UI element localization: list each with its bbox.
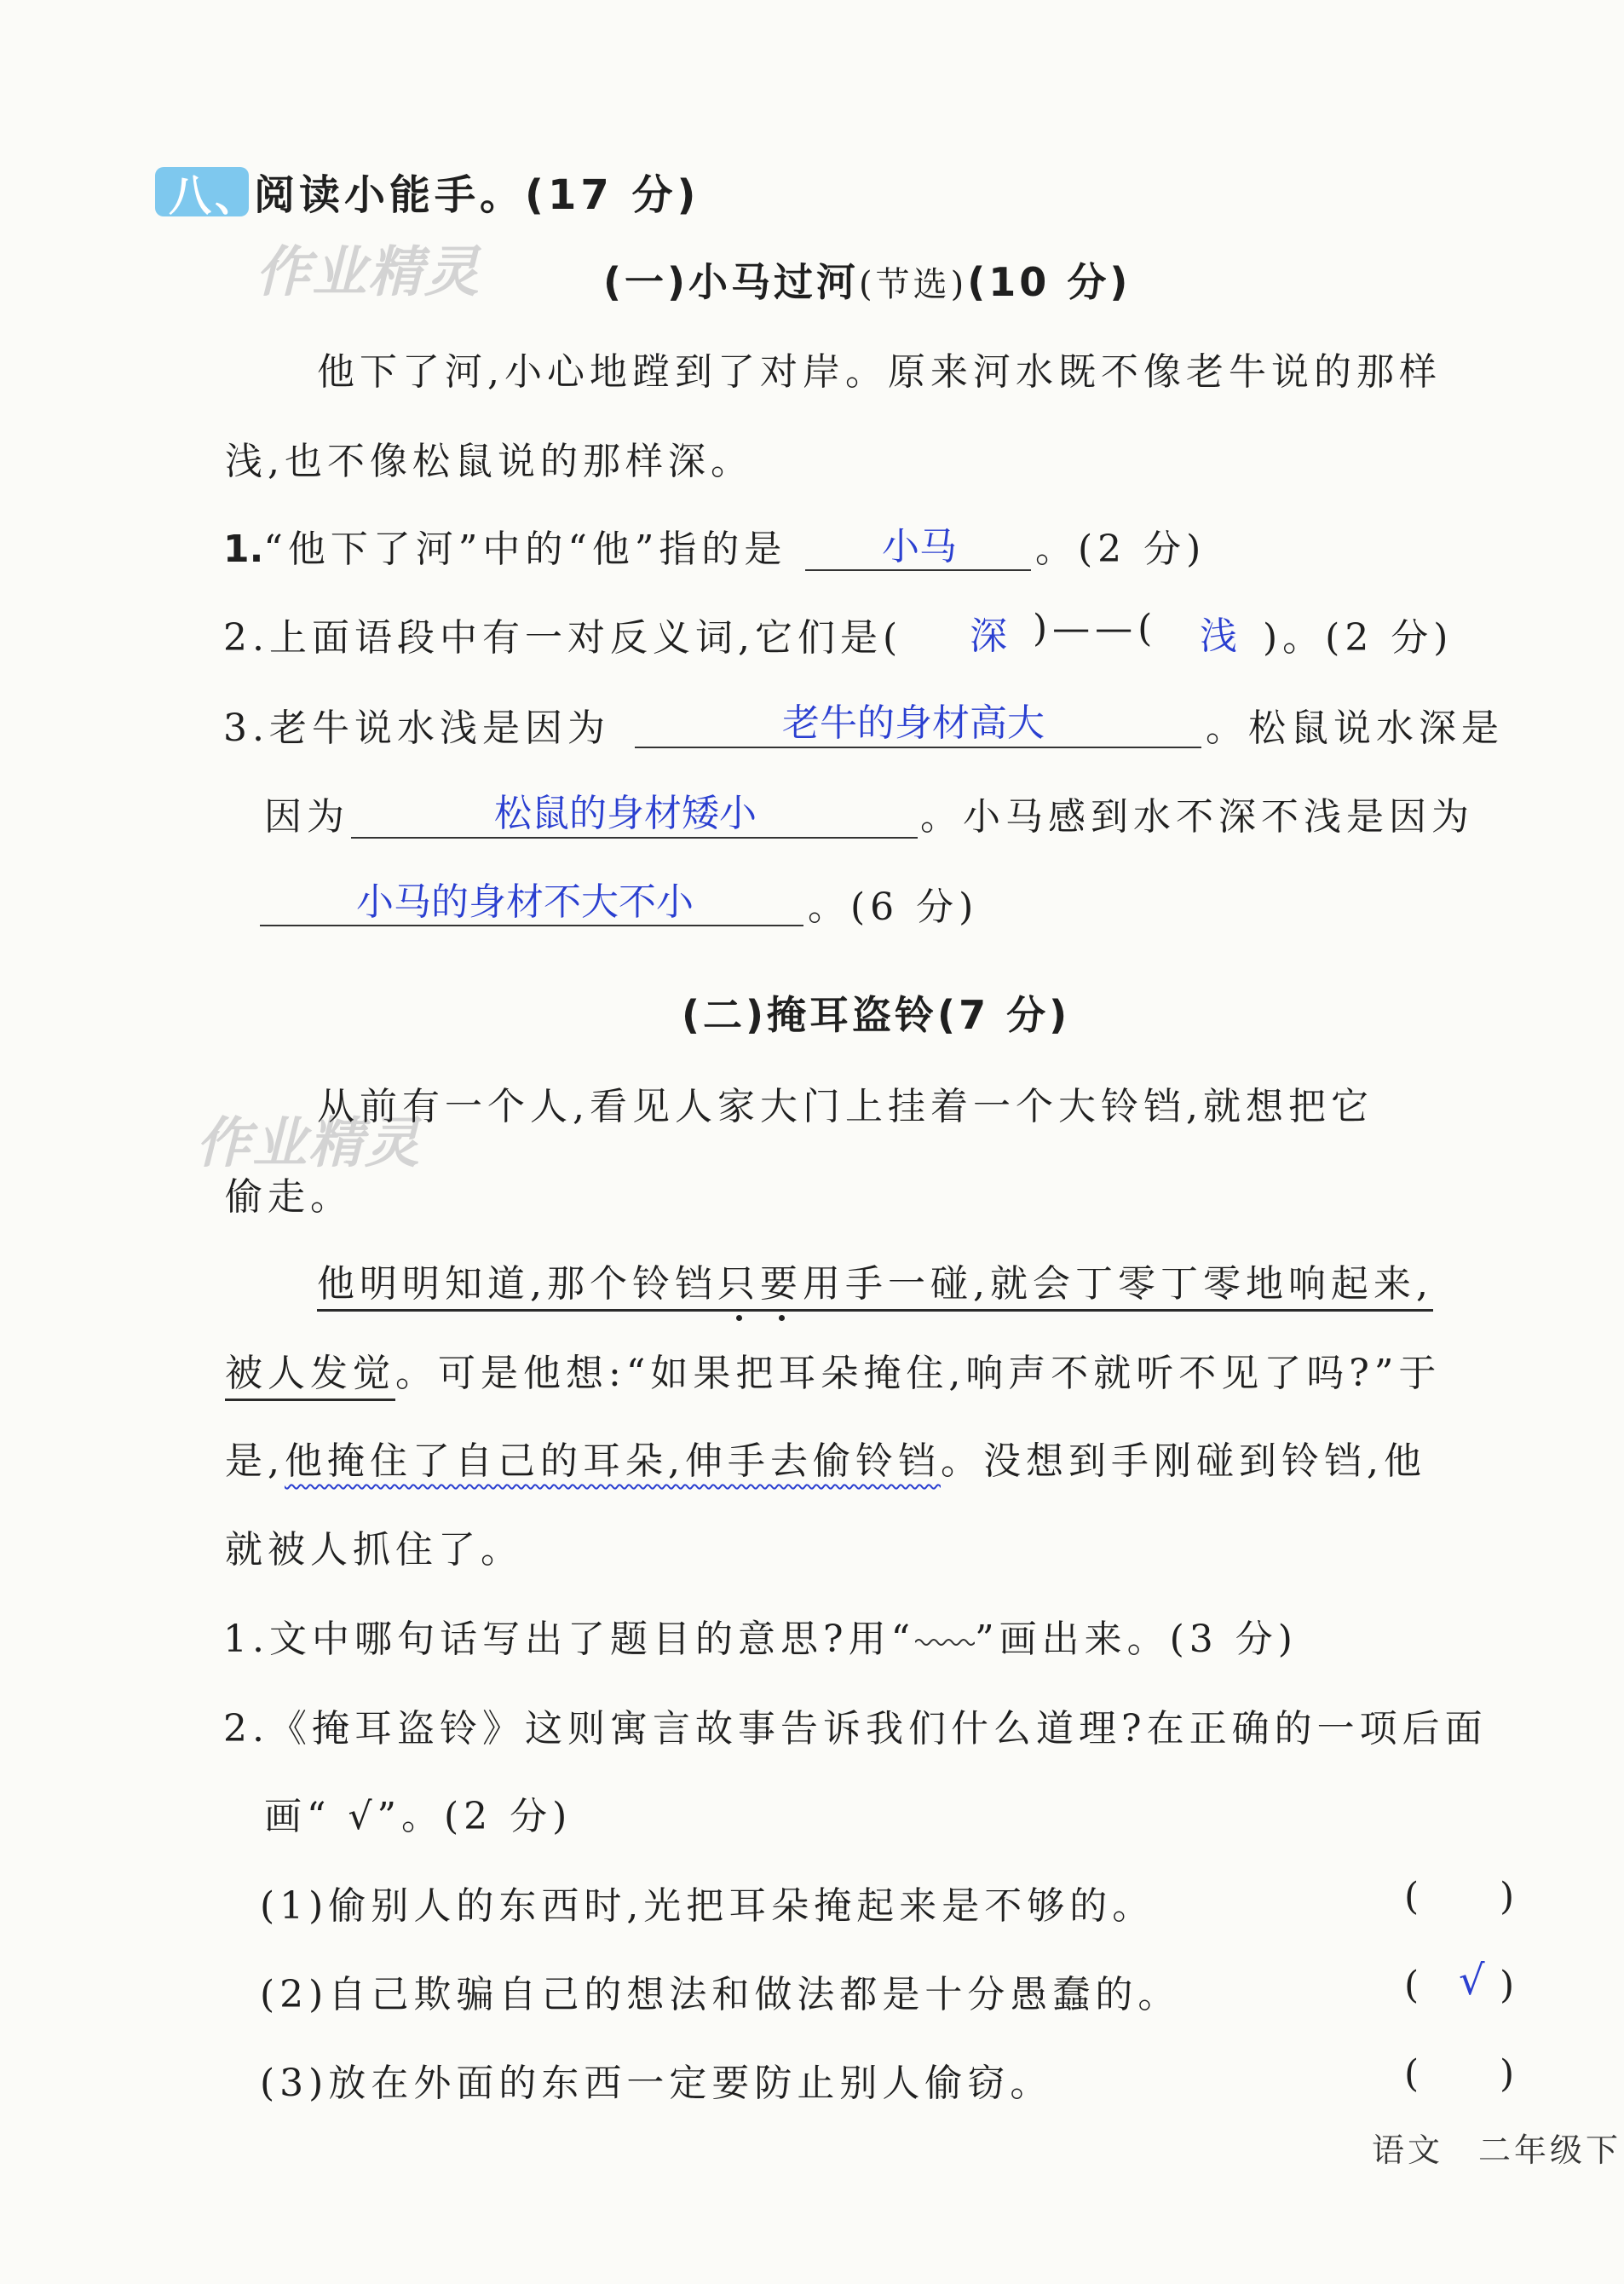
p2-q2-option1-open[interactable]: ( — [1404, 1875, 1425, 1918]
p1-q3-answer1-line[interactable] — [635, 747, 1201, 748]
passage1-line1: 他下了河,小心地蹚到了对岸。原来河水既不像老牛说的那样 — [317, 350, 1442, 394]
p1-q1-answer: 小马 — [882, 525, 957, 568]
passage2-p1-line1: 从前有一个人,看见人家大门上挂着一个大铃铛,就想把它 — [317, 1085, 1373, 1128]
passage2-p2-line3 — [225, 1430, 1426, 1485]
p2-q2-option2-close[interactable]: ) — [1500, 1964, 1520, 2007]
footer-subject: 语文 — [1372, 2131, 1444, 2169]
passage2-p2-line4: 就被人抓住了。 — [225, 1528, 523, 1572]
p1-q1-text: “他下了河”中的“他”指的是 — [263, 528, 787, 571]
passage1-title-score: (10 分) — [967, 259, 1132, 305]
p1-q1-score: 。(2 分) — [1035, 528, 1206, 571]
p1-q2-answer2: 浅 — [1200, 614, 1237, 658]
p2-line3-b: 。没想到手刚碰到铃铛,他 — [941, 1439, 1426, 1483]
p2-q2-line1: 2.《掩耳盗铃》这则寓言故事告诉我们什么道理?在正确的一项后面 — [223, 1707, 1488, 1750]
passage2-p1-line2: 偷走。 — [225, 1175, 353, 1219]
p1-q2-answer1: 深 — [970, 614, 1007, 658]
p1-q2-prompt: 2.上面语段中有一对反义词,它们是( — [223, 616, 903, 660]
p1-q3-answer2-line[interactable] — [351, 837, 918, 839]
p2-q2-line2: 画“ √”。(2 分) — [264, 1795, 573, 1838]
p2-q1-prompt — [223, 1608, 1298, 1663]
p1-q3-line2-after: 。小马感到水不深不浅是因为 — [920, 795, 1474, 839]
passage1-title-note: (节选) — [859, 265, 968, 304]
passage1-title-main: (一)小马过河 — [603, 259, 860, 305]
p2-line1-a: 他明明知道,那个铃铛 — [317, 1262, 717, 1306]
p2-emphasis-dot1: 只 — [717, 1262, 760, 1306]
p2-line1-b: 用手一碰,就会丁零丁零地响起来, — [803, 1262, 1433, 1306]
p2-line3-a: 是, — [225, 1439, 285, 1483]
footer-grade: 二年级下 — [1478, 2131, 1622, 2169]
p2-q1-before: 1.文中哪句话写出了题目的意思?用“ — [223, 1618, 916, 1661]
p1-q3-line2-prompt: 因为 — [264, 795, 349, 839]
p2-line2-b: 。可是他想:“如果把耳朵掩住,响声不就听不见了吗?”于 — [395, 1352, 1442, 1395]
p2-underlined-part2: 被人发觉 — [225, 1352, 395, 1401]
passage2-p2-line2 — [225, 1342, 1441, 1397]
p2-emphasis-dot2: 要 — [760, 1262, 803, 1306]
passage2-title: (二)掩耳盗铃(7 分) — [682, 992, 1071, 1038]
p1-q3-score: 。(6 分) — [808, 885, 979, 929]
passage2-p2-line1 — [317, 1253, 1433, 1307]
p2-q2-option2-checkmark: √ — [1459, 1957, 1485, 2004]
p1-q2-middle: )——( — [1033, 607, 1158, 650]
p1-q3-answer3: 小马的身材不大不小 — [356, 880, 694, 924]
p2-q2-option3-open[interactable]: ( — [1404, 2052, 1425, 2096]
p2-q1-after: ”画出来。(3 分) — [975, 1618, 1298, 1661]
p2-q2-option2-open[interactable]: ( — [1404, 1964, 1425, 2007]
p1-q3-answer1: 老牛的身材高大 — [782, 701, 1045, 745]
passage1-title — [603, 251, 1131, 308]
p2-q2-option2: (2)自己欺骗自己的想法和做法都是十分愚蠢的。 — [260, 1973, 1181, 2016]
section-title: 阅读小能手。(17 分) — [254, 171, 700, 219]
watermark-middle: 作业精灵 — [196, 1112, 421, 1175]
p1-q2-score: )。(2 分) — [1263, 616, 1454, 660]
p1-q3-line1-prompt: 3.老牛说水浅是因为 — [223, 707, 610, 750]
p2-wavy-sentence: 他掩住了自己的耳朵,伸手去偷铃铛 — [285, 1439, 941, 1483]
p2-q2-option1: (1)偷别人的东西时,光把耳朵掩起来是不够的。 — [260, 1884, 1155, 1928]
p2-q2-option3-close[interactable]: ) — [1500, 2052, 1520, 2096]
p1-q1-prompt: 1.“他下了河”中的“他”指的是 — [223, 528, 787, 571]
watermark-top: 作业精灵 — [256, 241, 481, 304]
p2-q2-option3: (3)放在外面的东西一定要防止别人偷窃。 — [260, 2062, 1053, 2105]
p2-q2-option1-close[interactable]: ) — [1500, 1875, 1520, 1918]
p2-underlined-part1 — [317, 1262, 1433, 1312]
section-badge-label: 八、 — [169, 171, 261, 221]
passage1-line2: 浅,也不像松鼠说的那样深。 — [225, 440, 753, 483]
p1-q3-answer2: 松鼠的身材矮小 — [494, 792, 757, 835]
p1-q3-line1-after: 。松鼠说水深是 — [1206, 707, 1504, 750]
wavy-line-icon — [915, 1635, 975, 1650]
